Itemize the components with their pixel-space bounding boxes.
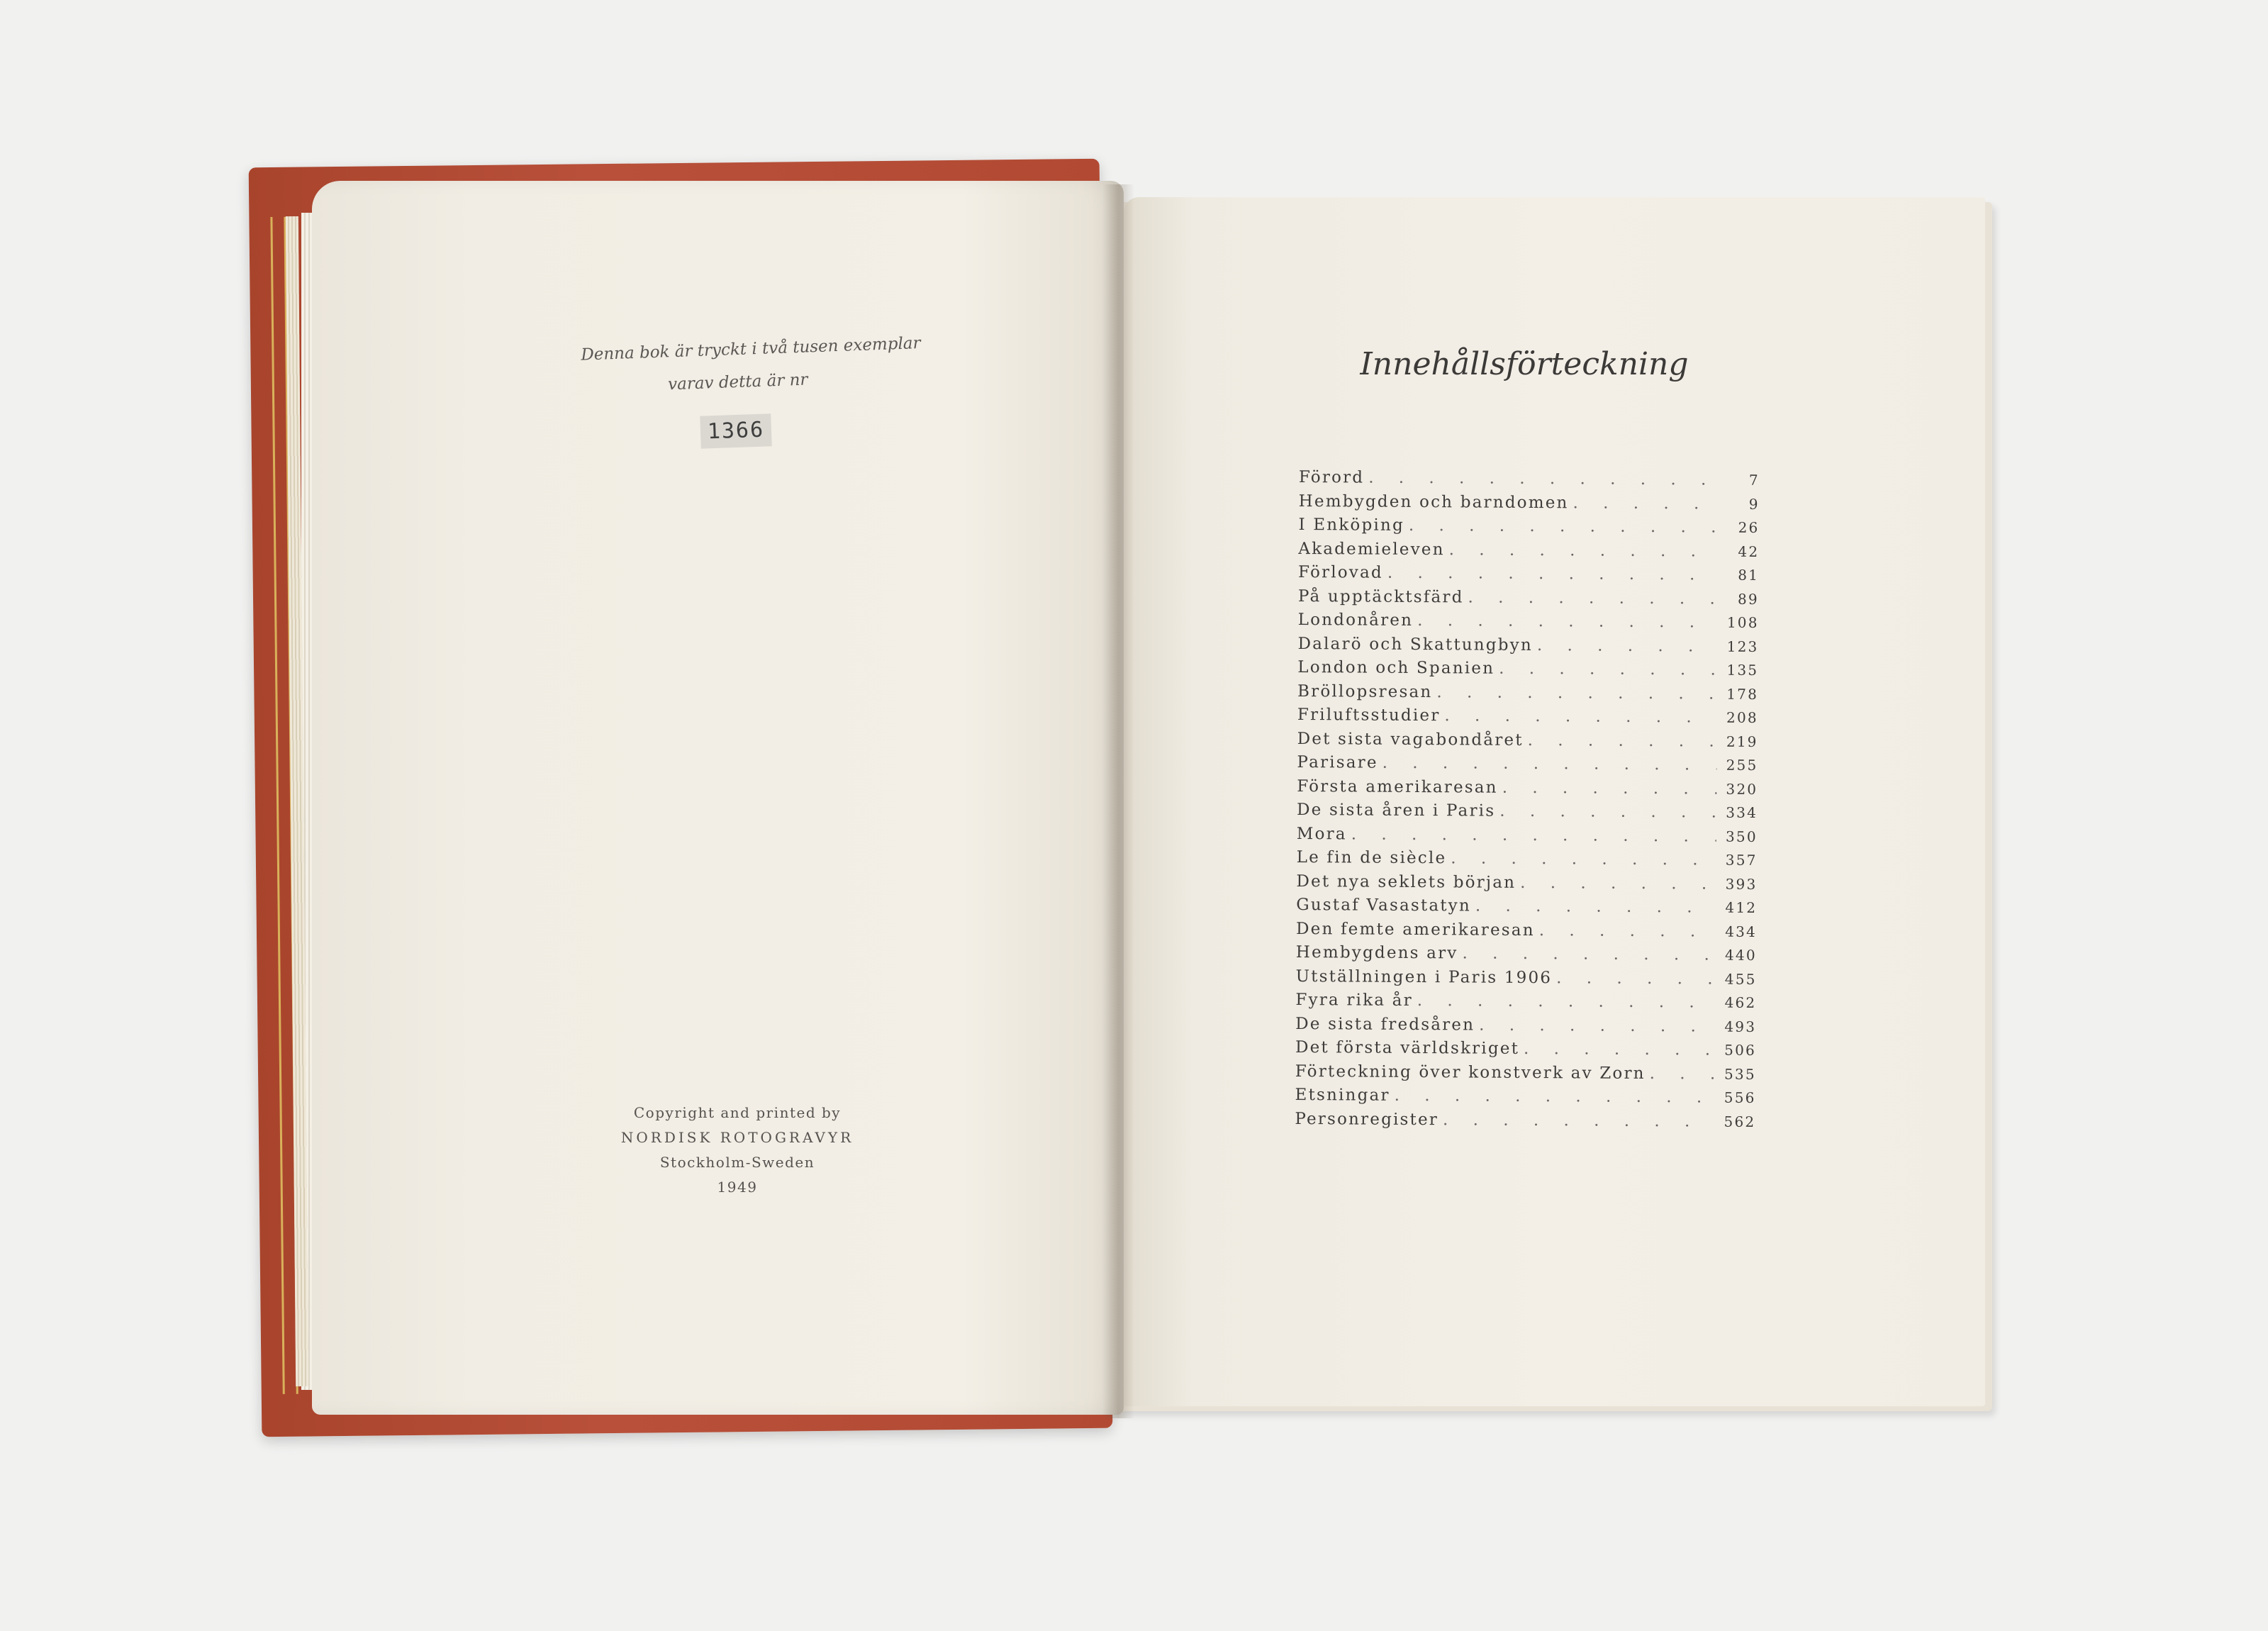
toc-dot-leader bbox=[1468, 588, 1718, 608]
toc-entry-page: 434 bbox=[1725, 923, 1758, 940]
toc-entry bbox=[1298, 563, 1759, 589]
toc-dot-leader bbox=[1499, 802, 1716, 822]
toc-entry bbox=[1295, 1062, 1756, 1088]
toc-entry-title: Mora bbox=[1296, 824, 1347, 843]
toc-dot-leader bbox=[1524, 1040, 1715, 1059]
toc-entry-page: 455 bbox=[1724, 970, 1757, 988]
toc-entry-page: 493 bbox=[1724, 1018, 1757, 1035]
toc-dot-leader bbox=[1475, 897, 1716, 917]
toc-dot-leader bbox=[1417, 611, 1718, 632]
toc-entry-page: 178 bbox=[1726, 685, 1759, 703]
edition-line-1: Denna bok är tryckt i två tusen exemplar bbox=[580, 333, 921, 364]
toc-entry bbox=[1295, 991, 1756, 1017]
toc-entry-page: 350 bbox=[1725, 828, 1758, 845]
toc-entry-page: 81 bbox=[1738, 566, 1760, 584]
toc-entry-title: Friluftsstudier bbox=[1297, 705, 1441, 725]
colophon bbox=[596, 1101, 879, 1200]
edition-line-2: varav detta är nr bbox=[667, 370, 808, 394]
toc-entry-title: Det första världskriget bbox=[1295, 1037, 1520, 1058]
toc-entry-title: Det sista vagabondåret bbox=[1297, 729, 1524, 750]
toc-entry-title: Etsningar bbox=[1295, 1085, 1390, 1105]
table-of-contents bbox=[1295, 468, 1760, 1136]
toc-entry-page: 393 bbox=[1725, 875, 1758, 893]
toc-entry-page: 556 bbox=[1724, 1089, 1756, 1106]
toc-entry bbox=[1297, 801, 1758, 827]
edition-statement bbox=[580, 328, 921, 403]
toc-entry bbox=[1297, 681, 1758, 708]
toc-entry bbox=[1297, 729, 1758, 755]
toc-entry-page: 42 bbox=[1738, 542, 1760, 560]
toc-entry bbox=[1297, 824, 1758, 850]
toc-dot-leader bbox=[1443, 1110, 1714, 1130]
colophon-line-3: Stockholm-Sweden bbox=[659, 1154, 815, 1171]
toc-entry bbox=[1297, 658, 1758, 684]
toc-entry bbox=[1298, 516, 1759, 542]
toc-entry bbox=[1296, 872, 1757, 898]
toc-entry-title: London och Spanien bbox=[1297, 657, 1495, 678]
book-gutter-shadow bbox=[1102, 184, 1134, 1418]
toc-entry-title: Londonåren bbox=[1297, 610, 1414, 630]
toc-entry-title: Hembygdens arv bbox=[1295, 942, 1458, 963]
toc-entry-title: På upptäcktsfärd bbox=[1297, 586, 1464, 606]
toc-entry bbox=[1297, 706, 1758, 732]
toc-entry-page: 440 bbox=[1724, 946, 1757, 964]
toc-entry bbox=[1296, 896, 1757, 922]
toc-entry-page: 535 bbox=[1724, 1065, 1756, 1083]
colophon-line-2: NORDISK ROTOGRAVYR bbox=[620, 1129, 854, 1146]
toc-entry-title: Förlovad bbox=[1298, 562, 1383, 582]
toc-entry bbox=[1295, 967, 1756, 993]
toc-entry bbox=[1296, 943, 1757, 969]
toc-entry bbox=[1297, 753, 1758, 779]
toc-entry bbox=[1298, 586, 1759, 613]
toc-dot-leader bbox=[1520, 873, 1716, 893]
toc-entry bbox=[1295, 1014, 1756, 1040]
toc-entry-title: Fyra rika år bbox=[1295, 990, 1413, 1010]
toc-entry-title: Le fin de siècle bbox=[1296, 847, 1447, 868]
toc-entry-title: Bröllopsresan bbox=[1297, 681, 1433, 701]
toc-entry bbox=[1298, 611, 1759, 637]
toc-dot-leader bbox=[1351, 825, 1716, 845]
toc-dot-leader bbox=[1395, 1086, 1715, 1107]
toc-entry bbox=[1296, 919, 1757, 945]
toc-entry-title: Förteckning över konstverk av Zorn bbox=[1295, 1062, 1646, 1083]
toc-entry bbox=[1298, 539, 1759, 565]
toc-entry-page: 506 bbox=[1724, 1041, 1757, 1059]
toc-entry-page: 562 bbox=[1724, 1113, 1756, 1130]
toc-dot-leader bbox=[1436, 683, 1717, 703]
colophon-line-4: 1949 bbox=[717, 1179, 758, 1196]
toc-entry-title: Det nya seklets början bbox=[1296, 872, 1516, 892]
toc-dot-leader bbox=[1368, 469, 1719, 489]
toc-entry bbox=[1299, 491, 1760, 518]
toc-dot-leader bbox=[1556, 969, 1716, 988]
toc-entry-page: 334 bbox=[1726, 803, 1758, 821]
toc-entry bbox=[1299, 468, 1760, 494]
toc-entry-title: Den femte amerikaresan bbox=[1295, 919, 1535, 940]
toc-entry-title: Personregister bbox=[1295, 1109, 1439, 1129]
colophon-line-1: Copyright and printed by bbox=[633, 1104, 842, 1121]
toc-entry-title: Utställningen i Paris 1906 bbox=[1295, 967, 1553, 987]
toc-entry bbox=[1295, 1086, 1755, 1112]
toc-entry-title: Dalarö och Skattungbyn bbox=[1297, 634, 1533, 655]
toc-entry bbox=[1295, 1109, 1755, 1135]
toc-entry bbox=[1297, 776, 1758, 803]
toc-entry-page: 89 bbox=[1737, 590, 1759, 608]
toc-entry-page: 219 bbox=[1726, 733, 1758, 750]
copy-number-stamp: 1366 bbox=[700, 413, 772, 448]
toc-entry-page: 7 bbox=[1748, 471, 1760, 489]
toc-entry-page: 357 bbox=[1725, 851, 1758, 869]
toc-entry-page: 462 bbox=[1724, 993, 1757, 1011]
toc-entry bbox=[1297, 634, 1758, 660]
toc-entry-title: De sista åren i Paris bbox=[1296, 800, 1496, 820]
toc-dot-leader bbox=[1502, 778, 1717, 798]
toc-entry-page: 255 bbox=[1726, 756, 1758, 774]
toc-entry-title: Akademieleven bbox=[1298, 539, 1445, 559]
toc-entry bbox=[1297, 848, 1758, 874]
toc-entry-title: Gustaf Vasastatyn bbox=[1296, 895, 1472, 915]
toc-dot-leader bbox=[1449, 540, 1719, 560]
toc-entry-title: Första amerikaresan bbox=[1297, 776, 1498, 797]
toc-dot-leader bbox=[1528, 730, 1717, 750]
toc-dot-leader bbox=[1462, 944, 1715, 964]
toc-entry-title: Hembygden och barndomen bbox=[1298, 491, 1569, 512]
toc-entry-page: 123 bbox=[1726, 638, 1759, 655]
toc-dot-leader bbox=[1479, 1015, 1715, 1035]
toc-dot-leader bbox=[1409, 516, 1719, 537]
toc-entry-page: 412 bbox=[1725, 898, 1758, 916]
toc-dot-leader bbox=[1573, 494, 1719, 513]
toc-entry-title: Förord bbox=[1298, 468, 1365, 487]
toc-dot-leader bbox=[1444, 706, 1717, 726]
toc-dot-leader bbox=[1539, 921, 1716, 941]
toc-entry-title: Parisare bbox=[1297, 752, 1378, 772]
toc-entry-page: 9 bbox=[1748, 495, 1760, 513]
toc-entry-title: I Enköping bbox=[1298, 515, 1404, 535]
toc-entry-title: De sista fredsåren bbox=[1295, 1014, 1475, 1035]
toc-entry-page: 208 bbox=[1726, 708, 1758, 726]
toc-title: Innehållsförteckning bbox=[1360, 346, 1689, 382]
toc-dot-leader bbox=[1650, 1064, 1715, 1084]
toc-dot-leader bbox=[1499, 659, 1717, 679]
toc-dot-leader bbox=[1382, 754, 1717, 774]
toc-dot-leader bbox=[1537, 636, 1718, 656]
toc-dot-leader bbox=[1387, 564, 1718, 584]
toc-dot-leader bbox=[1417, 991, 1716, 1012]
toc-entry-page: 135 bbox=[1726, 661, 1759, 679]
toc-entry-page: 108 bbox=[1726, 613, 1759, 631]
toc-entry-page: 320 bbox=[1726, 780, 1758, 798]
toc-entry bbox=[1295, 1038, 1756, 1064]
toc-dot-leader bbox=[1451, 849, 1716, 869]
toc-entry-page: 26 bbox=[1738, 518, 1760, 536]
